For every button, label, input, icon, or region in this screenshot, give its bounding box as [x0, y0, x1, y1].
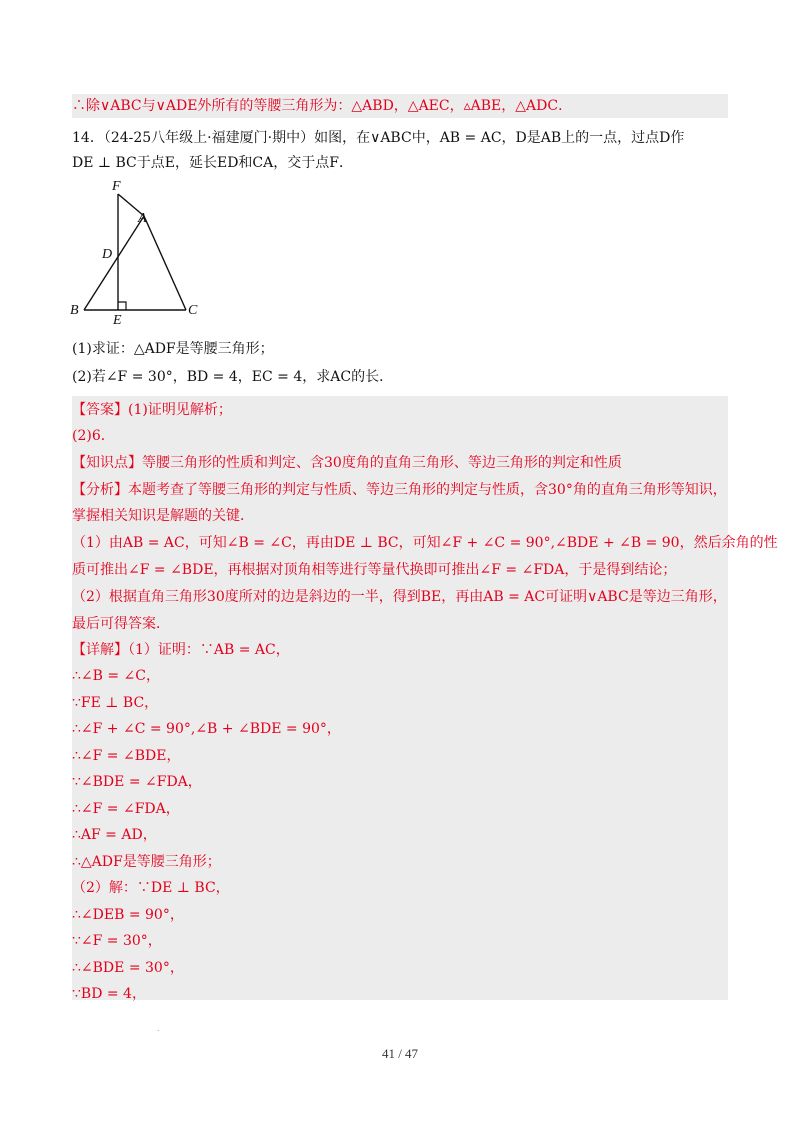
label-D: D	[102, 247, 113, 262]
answer-line-1	[72, 398, 232, 422]
page-number: 41 / 47	[381, 1046, 419, 1061]
step-3: ∴∠F + ∠C = 90°,∠B + ∠BDE = 90°，	[72, 721, 341, 737]
step-7: ∴AF = AD，	[72, 827, 157, 843]
detail-text: （1）证明：∵AB = AC，	[128, 642, 290, 658]
analysis-tag: 【分析】	[72, 482, 128, 498]
step-6: ∴∠F = ∠FDA，	[72, 801, 180, 817]
question-part-1: (1)求证：△ADF是等腰三角形；	[72, 341, 274, 357]
analysis-text-1: 本题考查了等腰三角形的判定与性质、等边三角形的判定与性质，含30°角的直角三角形等知识，	[128, 482, 727, 498]
label-F: F	[112, 179, 121, 194]
previous-conclusion: ∴除∨ABC与∨ADE外所有的等腰三角形为：△ABD，△AEC，▵ABE，△ADC．	[72, 98, 573, 114]
analysis-line-1	[72, 478, 727, 502]
analysis-p2-line-1: （2）根据直角三角形30度所对的边是斜边的一半，得到BE，再由AB = AC可证明∨ABC是等边三角形，	[72, 589, 727, 605]
knowledge-line	[72, 451, 622, 475]
step-12: ∴∠BDE = 30°，	[72, 960, 184, 976]
label-B: B	[70, 303, 79, 318]
knowledge-text: 等腰三角形的性质和判定、含30度角的直角三角形、等边三角形的判定和性质	[142, 455, 622, 471]
detail-tag: 【详解】	[72, 642, 128, 658]
analysis-p1-line-2: 质可推出∠F = ∠BDE，再根据对顶角相等进行等量代换即可推出∠F = ∠FDA，于是得到结论；	[72, 562, 677, 578]
step-11: ∵∠F = 30°，	[72, 933, 162, 949]
step-2: ∵FE ⊥ BC，	[72, 695, 159, 711]
step-13: ∵BD = 4，	[72, 986, 146, 1002]
step-1: ∴∠B = ∠C，	[72, 668, 160, 684]
step-4: ∴∠F = ∠BDE，	[72, 748, 181, 764]
answer-line-2: (2)6．	[72, 428, 115, 444]
question-line-2: DE ⊥ BC于点E，延长ED和CA，交于点F．	[72, 155, 353, 171]
triangle-figure	[66, 176, 216, 326]
detail-line	[72, 638, 290, 662]
knowledge-tag: 【知识点】	[72, 455, 142, 471]
step-9: （2）解：∵DE ⊥ BC，	[72, 880, 230, 896]
step-5: ∵∠BDE = ∠FDA，	[72, 774, 202, 790]
analysis-p1-line-1: （1）由AB = AC，可知∠B = ∠C，再由DE ⊥ BC，可知∠F + ∠C = 90°,∠BDE + ∠B = 90，然后余角的性	[72, 535, 778, 551]
label-C: C	[188, 303, 198, 318]
answer-text-1: (1)证明见解析；	[128, 402, 232, 418]
answer-tag: 【答案】	[72, 402, 128, 418]
step-10: ∴∠DEB = 90°，	[72, 907, 184, 923]
question-line-1: 14．（24-25八年级上·福建厦门·期中）如图，在∨ABC中，AB = AC，D是AB上的一点，过点D作	[72, 130, 685, 146]
analysis-line-2: 掌握相关知识是解题的关键．	[72, 508, 254, 524]
label-E: E	[113, 313, 122, 326]
analysis-p2-line-2: 最后可得答案．	[72, 616, 170, 632]
step-8: ∴△ADF是等腰三角形；	[72, 854, 221, 870]
question-part-2: (2)若∠F = 30°，BD = 4，EC = 4，求AC的长．	[72, 369, 394, 385]
page-mark: .	[157, 1024, 160, 1033]
label-A: A	[138, 211, 147, 226]
